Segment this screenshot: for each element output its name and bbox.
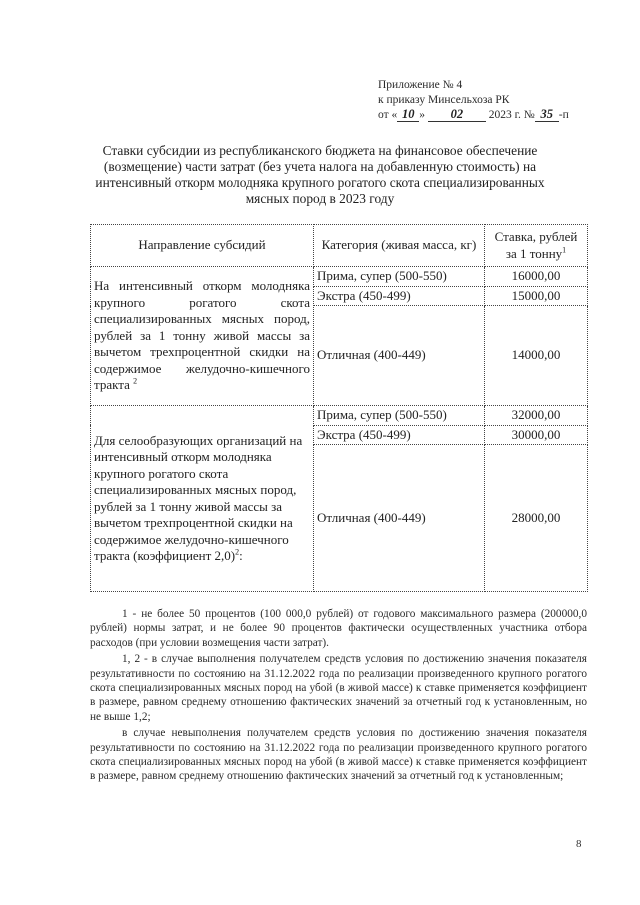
table-header-row (91, 225, 588, 267)
category-cell: Прима, супер (500-550) (314, 267, 485, 287)
rate-cell: 16000,00 (485, 267, 588, 287)
category-cell: Экстра (450-499) (314, 425, 485, 445)
header-rate-footnote: 1 (562, 245, 567, 255)
date-year: 2023 г. № (488, 109, 535, 121)
category-cell: Отличная (400-449) (314, 445, 485, 592)
appendix-line-1: Приложение № 4 (378, 79, 463, 91)
header-rate-label: Ставка, рублей за 1 тонну (494, 229, 578, 261)
direction-cell-2: Для селообразующих организаций на интенсивный откорм молодняка крупного рогатого скота специализированных мясных пород, рублей за 1 тонну живой массы за вычетом трехпроцентной скидки на содержимое желудочно-кишечного тракта (коэффициент 2,0)$^2$: (91, 406, 314, 592)
category-cell: Экстра (450-499) (314, 286, 485, 306)
document-title: Ставки субсидии из республиканского бюджета на финансовое обеспечение (возмещение) части затрат (без учета налога на добавленную стоимость) на интенсивный откорм молодняка крупного рогатого скота специализированных мясных пород в 2023 году (95, 143, 545, 206)
footnote-2: 1, 2 - в случае выполнения получателем средств условия по достижению значения показателя результативности по состоянию на 31.12.2022 года по реализации произведенного крупного рогатого скота специализированных мясных пород на убой (в живой массе) к ставке применяется коэффициент в размере, равном среднему отношению фактических значений за отчетный год к установленным, но не выше 1,2; (90, 653, 587, 723)
header-direction: Направление субсидий (91, 225, 314, 267)
rate-cell: 30000,00 (485, 425, 588, 445)
rate-cell: 15000,00 (485, 286, 588, 306)
direction-footnote-1: 2 (133, 376, 138, 386)
page-number: 8 (576, 838, 582, 850)
header-rate (485, 225, 588, 267)
date-month: 02 (428, 108, 486, 122)
subsidy-rates-table (90, 224, 588, 592)
table-row (91, 267, 588, 287)
appendix-date-line (378, 108, 618, 123)
date-day: 10 (397, 108, 419, 122)
rate-cell: 32000,00 (485, 406, 588, 426)
rate-cell: 28000,00 (485, 445, 588, 592)
category-cell: Отличная (400-449) (314, 306, 485, 406)
table-row (91, 406, 588, 426)
order-number: 35 (535, 108, 559, 122)
footnote-3: в случае невыполнения получателем средств условия по достижению значения показателя результативности по состоянию на 31.12.2022 года по реализации произведенного крупного рогатого скота специализированных мясных пород на убой (в живой массе) к ставке применяется коэффициент в размере, равном среднему отношению фактических значений за отчетный год к установленным; (90, 727, 587, 783)
category-cell: Прима, супер (500-550) (314, 406, 485, 426)
footnote-1: 1 - не более 50 процентов (100 000,0 рублей) от годового максимального размера (200000,0 рублей) нормы затрат, и не более 90 процентов фактически осуществленных участника отбора расходов (при условии возмещения части затрат). (90, 608, 587, 649)
direction-footnote-2: 2 (235, 547, 240, 557)
direction-text-2: Для селообразующих организаций на интенсивный откорм молодняка крупного рогатого скота специализированных мясных пород, рублей за 1 тонну живой массы за вычетом трехпроцентной скидки на содержимое желудочно-кишечного тракта (коэффициент 2,0) (94, 432, 303, 563)
header-category: Категория (живая масса, кг) (314, 225, 485, 267)
rate-cell: 14000,00 (485, 306, 588, 406)
date-prefix: от « (378, 109, 398, 121)
appendix-line-2: к приказу Минсельхоза РК (378, 94, 510, 106)
date-sep: » (419, 109, 425, 121)
appendix-header (378, 78, 618, 123)
direction-cell-1 (91, 267, 314, 406)
direction-text-1: На интенсивный откорм молодняка крупного рогатого скота специализированных мясных пород, рублей за 1 тонну живой массы за вычетом трехпроцентной скидки на содержимое желудочно-кишечного тракта (94, 278, 310, 393)
order-suffix: -п (558, 109, 569, 121)
footnotes (90, 607, 587, 786)
